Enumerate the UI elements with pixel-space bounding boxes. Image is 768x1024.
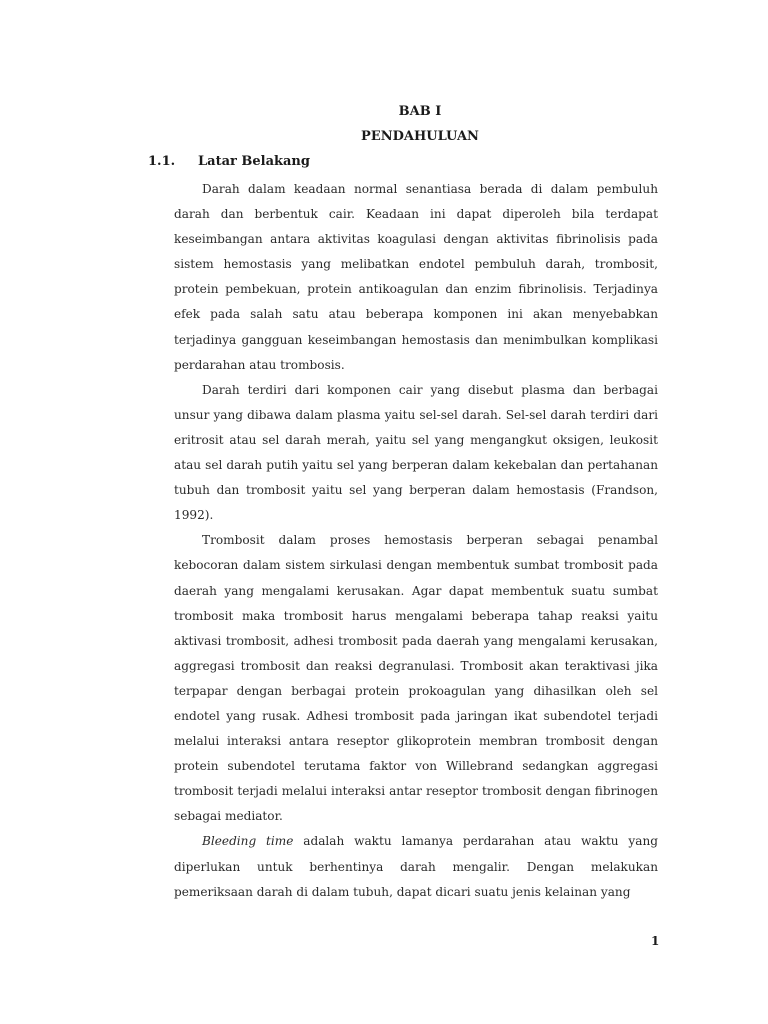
- paragraph-2: Darah terdiri dari komponen cair yang disebut plasma dan berbagai unsur yang dibawa dalam plasma yaitu sel-sel darah. Sel-sel darah terdiri dari eritrosit atau sel darah merah, yaitu sel yang mengangkut oksigen, leukosit atau sel darah putih yaitu sel yang berperan dalam kekebalan dan pertahanan tubuh dan trombosit yaitu sel yang berperan dalam hemostasis (Frandson, 1992).: [174, 382, 658, 523]
- page-number: 1: [651, 934, 660, 948]
- section-heading: [148, 154, 310, 170]
- body-text: [174, 177, 658, 905]
- paragraph-4: [174, 829, 658, 904]
- paragraph-1: Darah dalam keadaan normal senantiasa berada di dalam pembuluh darah dan berbentuk cair. Keadaan ini dapat diperoleh bila terdapat keseimbangan antara aktivitas koagulasi dengan aktivitas fibrinolisis pada sistem hemostasis yang melibatkan endotel pembuluh darah, trombosit, protein pembekuan, protein antikoagulan dan enzim fibrinolisis. Terjadinya efek pada salah satu atau beberapa komponen ini akan menyebabkan terjadinya gangguan keseimbangan hemostasis dan menimbulkan komplikasi perdarahan atau trombosis.: [174, 182, 658, 372]
- chapter-label: BAB I: [398, 104, 442, 119]
- paragraph-4-text: adalah waktu lamanya perdarahan atau waktu yang diperlukan untuk berhentinya darah mengalir. Dengan melakukan pemeriksaan darah di dalam tubuh, dapat dicari suatu jenis kelainan yang: [174, 834, 658, 899]
- paragraph-3: Trombosit dalam proses hemostasis berperan sebagai penambal kebocoran dalam sistem sirkulasi dengan membentuk sumbat trombosit pada daerah yang mengalami kerusakan. Agar dapat membentuk suatu sumbat trombosit maka trombosit harus mengalami beberapa tahap reaksi yaitu aktivasi trombosit, adhesi trombosit pada daerah yang mengalami kerusakan, aggregasi trombosit dan reaksi degranulasi. Trombosit akan teraktivasi jika terpapar dengan berbagai protein prokoagulan yang dihasilkan oleh sel endotel yang rusak. Adhesi trombosit pada jaringan ikat subendotel terjadi melalui interaksi antara reseptor glikoprotein membran trombosit dengan protein subendotel terutama faktor von Willebrand sedangkan aggregasi trombosit terjadi melalui interaksi antar reseptor trombosit dengan fibrinogen sebagai mediator.: [174, 533, 658, 824]
- italic-term: Bleeding time: [202, 834, 294, 849]
- section-title: Latar Belakang: [198, 154, 310, 169]
- section-number: 1.1.: [148, 154, 176, 169]
- chapter-title: PENDAHULUAN: [361, 129, 479, 144]
